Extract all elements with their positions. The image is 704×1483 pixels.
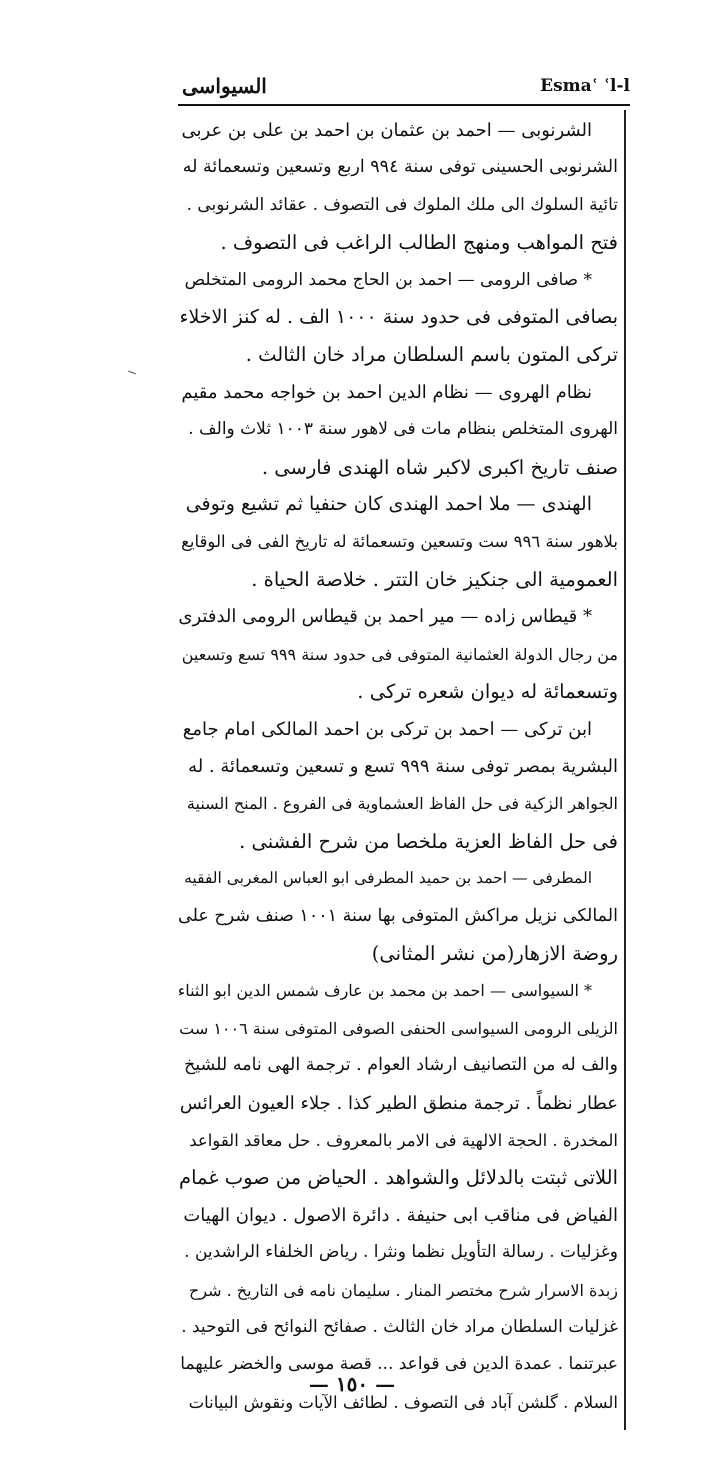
source-reference: (من نشر المثانى): [371, 941, 515, 965]
page-header: [178, 72, 630, 102]
text-line: من رجال الدولة العثمانية المتوفى فى حدود سنة ٩٩٩ تسع وتسعين: [181, 644, 618, 664]
text-line: عطار نظماً . ترجمة منطق الطير كذا . جلاء العيون العرائس: [179, 1092, 618, 1114]
text-line: المطرفى — احمد بن حميد المطرفى ابو العباس المغربى الفقيه: [184, 869, 592, 888]
text-line: بصافى المتوفى فى حدود سنة ١٠٠٠ الف . له كنز الاخلاء: [179, 306, 618, 329]
biography-entry: [178, 374, 618, 486]
text-line: الشرنوبى الحسينى توفى سنة ٩٩٤ اربع وتسعين وتسعمائة له: [182, 157, 618, 178]
text-line: روضة الازهار: [514, 941, 618, 965]
text-line: فى حل الفاظ العزية ملخصا من شرح الفشنى .: [239, 829, 618, 853]
page-number: — ١٥٠ —: [308, 1372, 396, 1396]
body-text: [178, 112, 618, 1421]
text-line: الفياض فى مناقب ابى حنيفة . دائرة الاصول . ديوان الهيات: [183, 1204, 618, 1226]
text-line: تركى المتون باسم السلطان مراد خان الثالث .: [245, 343, 618, 367]
margin-rule: [624, 110, 626, 1430]
text-line: الزيلى الرومى السيواسى الحنفى الصوفى المتوفى سنة ١٠٠٦ ست: [179, 1018, 618, 1038]
running-head-title: السيواسى: [182, 74, 267, 98]
text-line: فتح المواهب ومنهج الطالب الراغب فى التصوف .: [220, 231, 618, 255]
text-line: نظام الهروى — نظام الدين احمد بن خواجه محمد مقيم: [181, 381, 592, 403]
text-line: وتسعمائة له ديوان شعره تركى .: [357, 680, 618, 704]
biography-entry: [178, 486, 618, 598]
biography-entry: [178, 262, 618, 374]
text-line: زبدة الاسرار شرح مختصر المنار . سليمان نامه فى التاريخ . شرح: [188, 1280, 618, 1300]
biography-entry: [178, 860, 618, 972]
text-line: الشرنوبى — احمد بن عثمان بن احمد بن على بن عربى: [181, 120, 592, 141]
text-line-with-reference: [178, 935, 618, 972]
text-line: عبرتنما . عمدة الدين فى قواعد ... قصة موسى والخضر عليهما: [180, 1354, 618, 1375]
text-line: الهروى المتخلص بنظام مات فى لاهور سنة ١٠٠٣ ثلاث والف .: [188, 419, 618, 440]
text-line: غزليات السلطان مراد خان الثالث . صفائح النوائح فى التوحيد .: [181, 1317, 618, 1337]
text-line: اللاتى ثبتت بالدلائل والشواهد . الحياض من صوب غمام: [179, 1166, 618, 1190]
text-line: ابن تركى — احمد بن تركى بن احمد المالكى امام جامع: [182, 718, 592, 740]
text-line: * السيواسى — احمد بن محمد بن عارف شمس الدين ابو الثناء: [178, 981, 592, 1001]
text-line: والف له من التصانيف ارشاد العوام . ترجمة الهى نامه للشيخ: [183, 1055, 618, 1076]
biography-entry: [178, 112, 618, 262]
text-line: وغزليات . رسالة التأويل نظما ونثرا . رياض الخلفاء الراشدين .: [184, 1242, 618, 1263]
text-line: المالكى نزيل مراكش المتوفى بها سنة ١٠٠١ صنف شرح على: [178, 905, 618, 926]
biography-entry: [178, 598, 618, 710]
text-line: العمومية الى جنكيز خان التتر . خلاصة الحياة .: [251, 567, 618, 591]
biography-entry: [178, 972, 618, 1421]
text-line: البشرية بمصر توفى سنة ٩٩٩ تسع و تسعين وتسعمائة . له: [188, 755, 618, 777]
text-line: تائية السلوك الى ملك الملوك فى التصوف . عقائد الشرنوبى .: [186, 194, 618, 215]
text-line: الجواهر الزكية فى حل الفاظ العشماوية فى الفروع . المنح السنية: [186, 794, 618, 814]
text-line: * قيطاس زاده — مير احمد بن قيطاس الرومى الدفترى: [178, 606, 592, 628]
stray-mark: [128, 371, 136, 375]
text-line: السلام . گلشن آباد فى التصوف . لطائف الآيات ونقوش البيانات: [188, 1392, 618, 1412]
running-head-label: Esmaʿ ʿl-l: [540, 76, 630, 96]
text-line: صنف تاريخ اكبرى لاكبر شاه الهندى فارسى .: [261, 455, 618, 479]
text-line: المخدرة . الحجة الالهية فى الامر بالمعروف . حل معاقد القواعد: [189, 1130, 618, 1150]
text-line: بلاهور سنة ٩٩٦ ست وتسعين وتسعمائة له تاريخ الفى فى الوقايع: [181, 532, 618, 552]
text-line: الهندى — ملا احمد الهندى كان حنفيا ثم تشيع وتوفى: [185, 493, 592, 516]
header-rule: [178, 104, 630, 106]
biography-entry: [178, 711, 618, 861]
text-line: * صافى الرومى — احمد بن الحاج محمد الرومى المتخلص: [184, 269, 592, 290]
